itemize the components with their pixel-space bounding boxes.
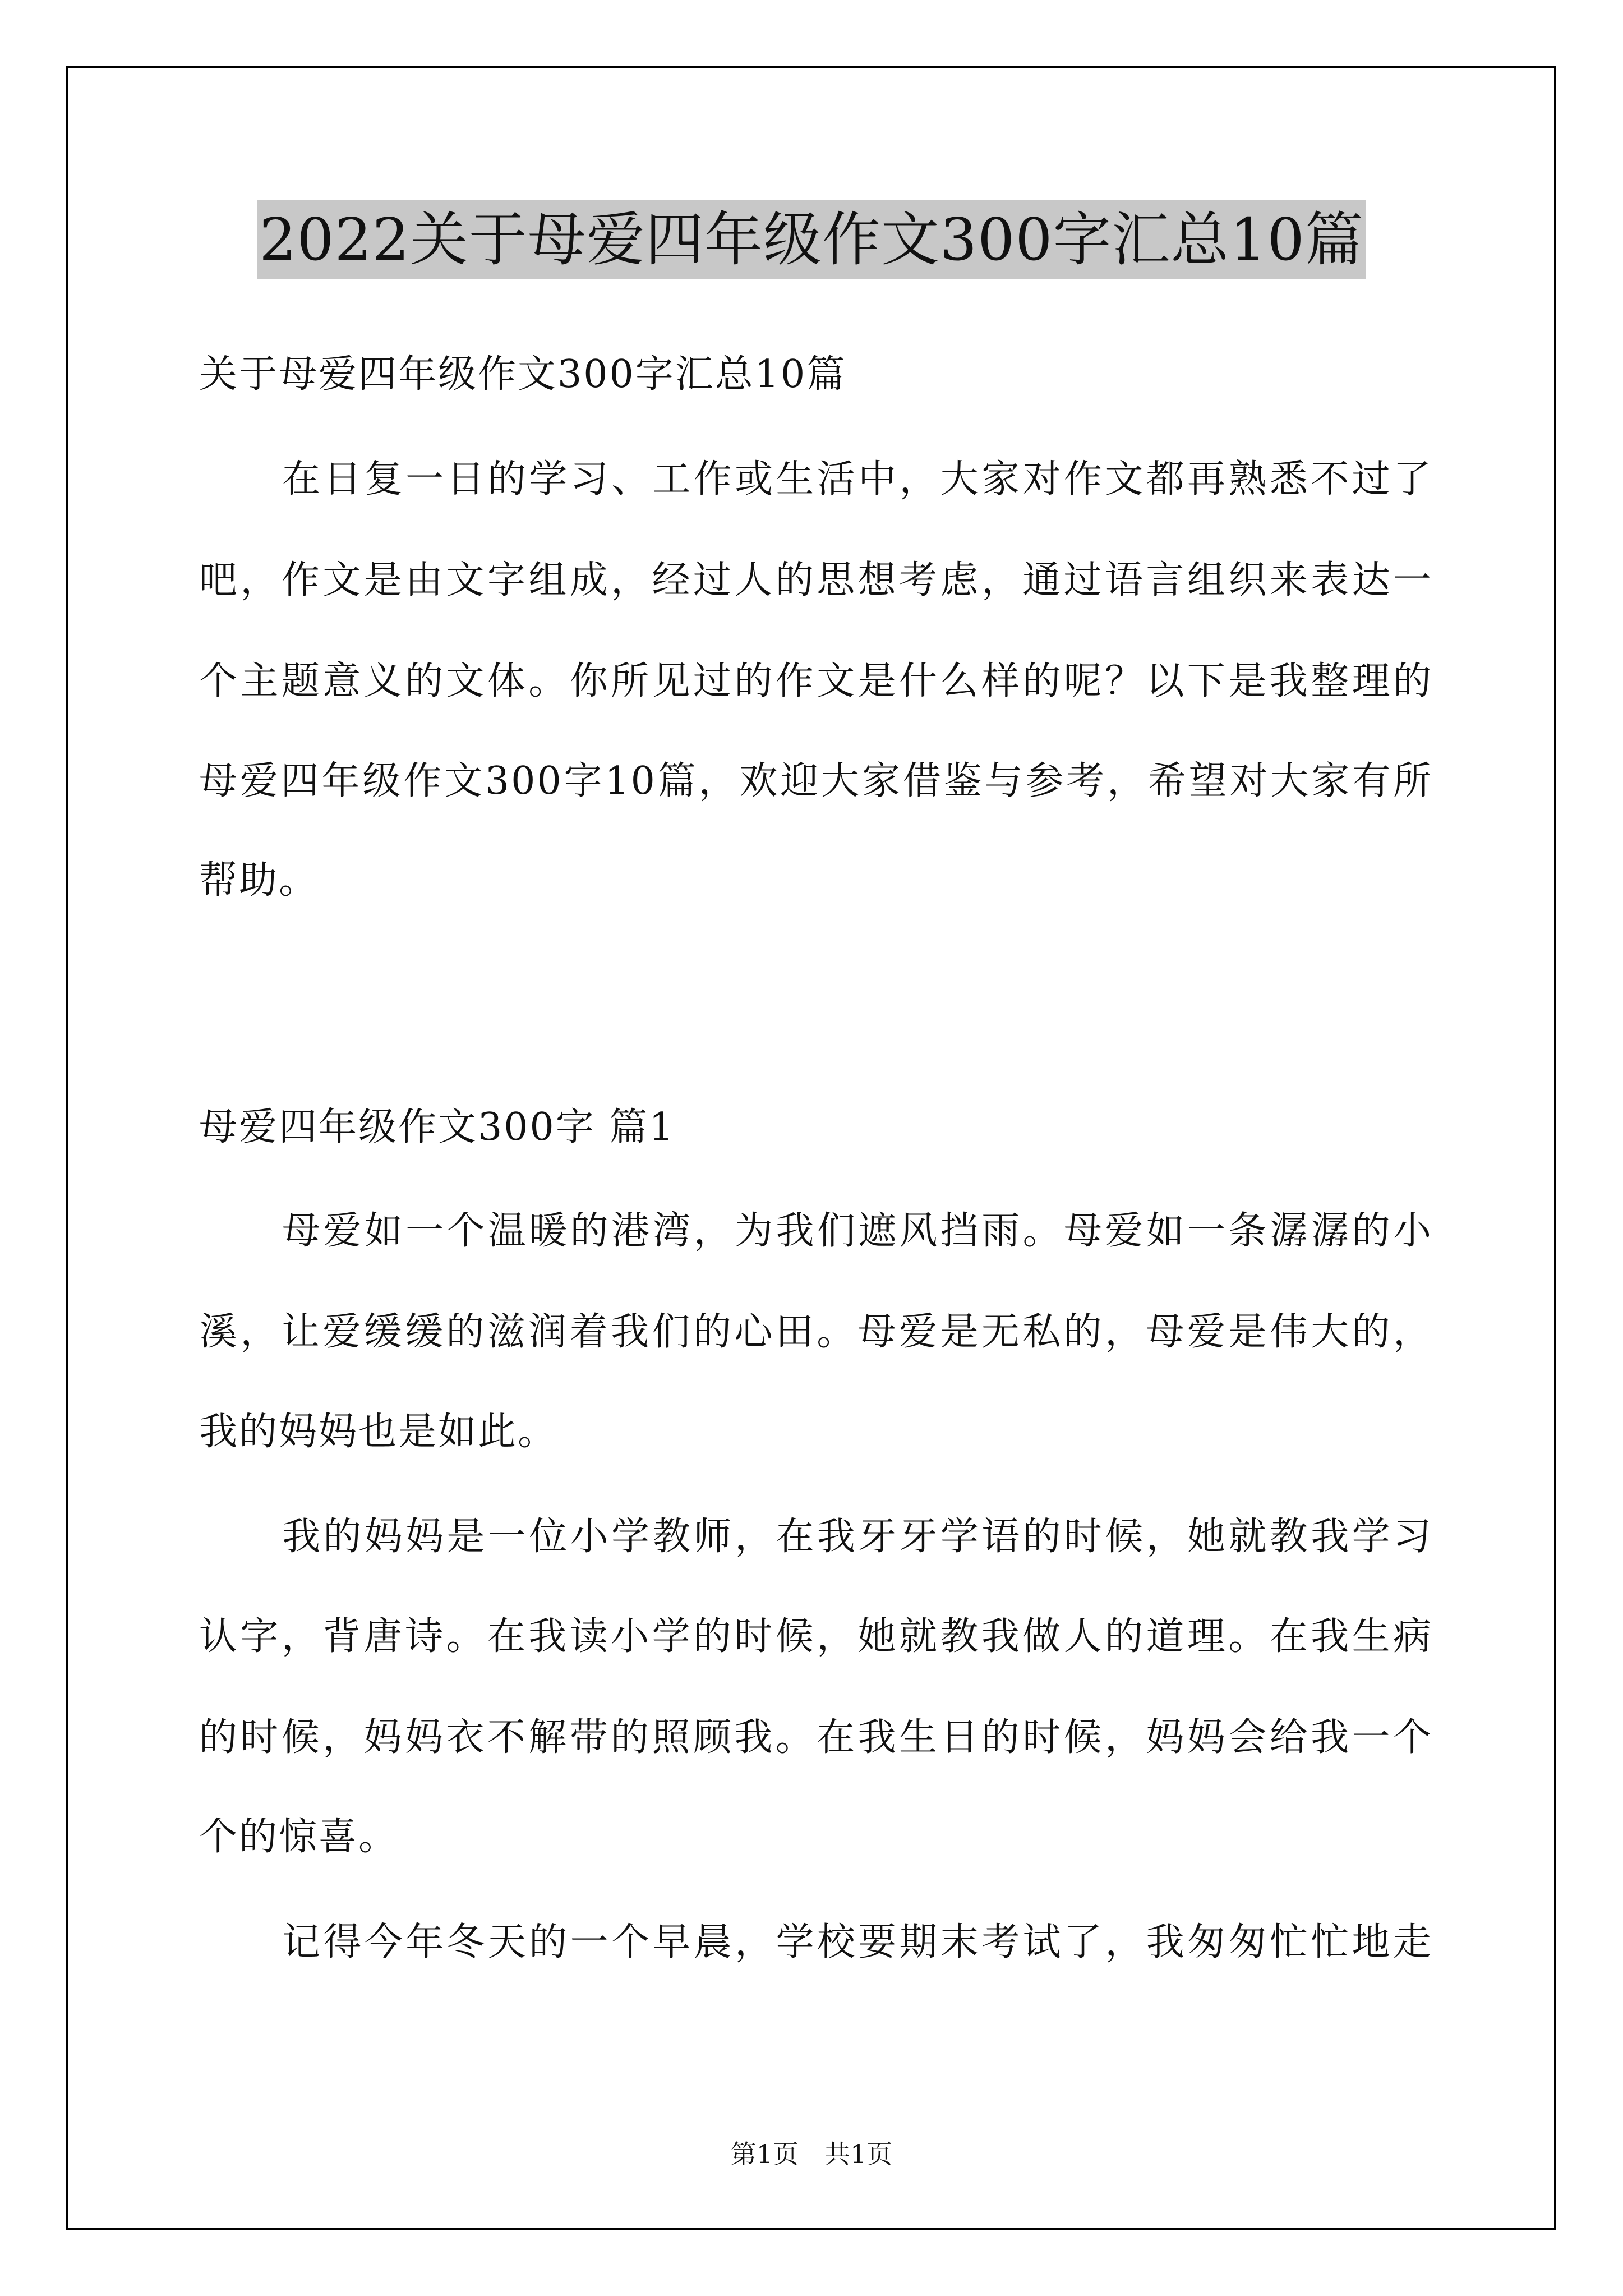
paragraph-line: 溪，让爱缓缓的滋润着我们的心田。母爱是无私的，母爱是伟大的， — [199, 1310, 1433, 1354]
paragraph-line: 记得今年冬天的一个早晨，学校要期末考试了，我匆匆忙忙地走 — [282, 1920, 1433, 1964]
paragraph-line: 我的妈妈也是如此。 — [199, 1410, 558, 1454]
paragraph-line: 帮助。 — [199, 858, 319, 903]
paragraph-line: 认字，背唐诗。在我读小学的时候，她就教我做人的道理。在我生病 — [199, 1614, 1433, 1659]
title-container — [0, 200, 1623, 279]
paragraph-line: 个主题意义的文体。你所见过的作文是什么样的呢？以下是我整理的 — [199, 659, 1433, 703]
paragraph-line: 我的妈妈是一位小学教师，在我牙牙学语的时候，她就教我学习 — [282, 1515, 1433, 1559]
paragraph-line: 吧，作文是由文字组成，经过人的思想考虑，通过语言组织来表达一 — [199, 558, 1433, 602]
paragraph-line: 在日复一日的学习、工作或生活中，大家对作文都再熟悉不过了 — [282, 457, 1433, 501]
paragraph-line: 母爱如一个温暖的港湾，为我们遮风挡雨。母爱如一条潺潺的小 — [282, 1209, 1433, 1253]
document-title: 2022关于母爱四年级作文300字汇总10篇 — [257, 200, 1366, 279]
section-heading: 母爱四年级作文300字 篇1 — [199, 1105, 675, 1149]
subtitle-line: 关于母爱四年级作文300字汇总10篇 — [199, 352, 847, 397]
paragraph-line: 个的惊喜。 — [199, 1815, 399, 1859]
paragraph-line: 母爱四年级作文300字10篇，欢迎大家借鉴与参考，希望对大家有所 — [199, 759, 1433, 803]
page-footer: 第1页 共1页 — [730, 2139, 893, 2169]
paragraph-line: 的时候，妈妈衣不解带的照顾我。在我生日的时候，妈妈会给我一个 — [199, 1715, 1433, 1760]
